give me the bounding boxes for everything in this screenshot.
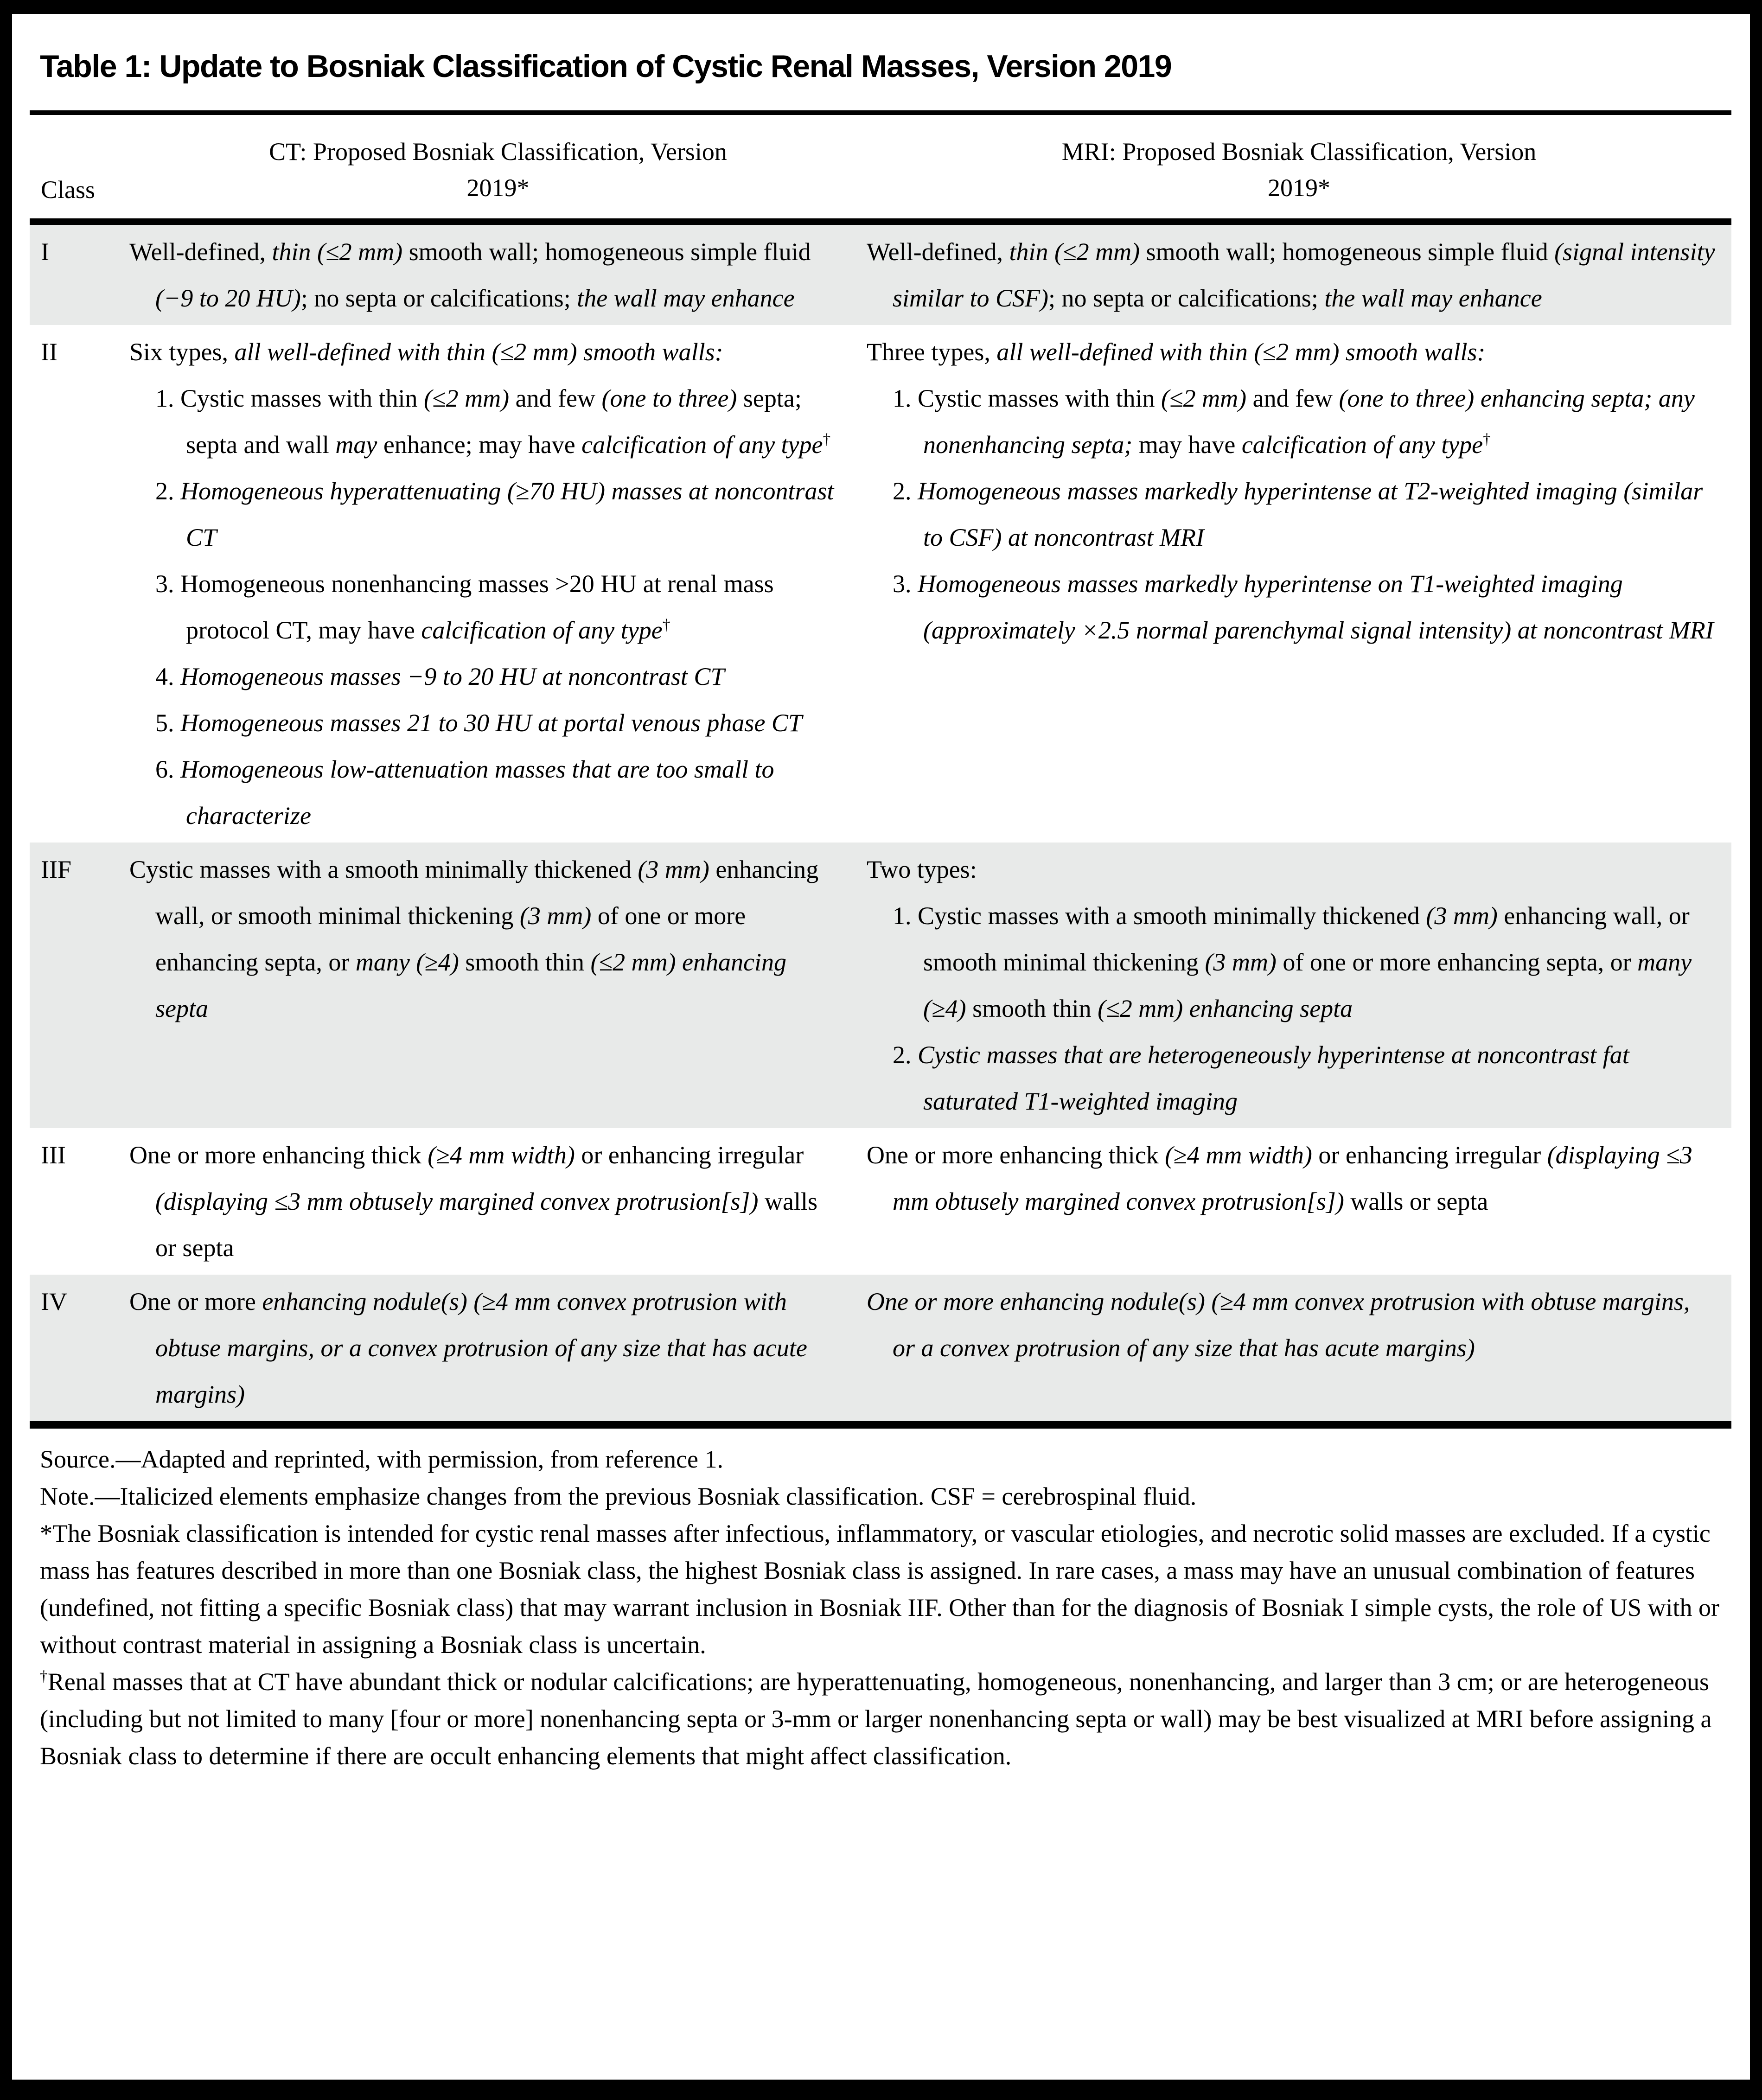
column-header-class: [30, 134, 129, 206]
footnotes: [30, 1429, 1731, 1779]
list-item: 5. Homogeneous masses 21 to 30 HU at portal venous phase CT: [155, 709, 802, 737]
mri-intro-text: Two types:: [867, 855, 977, 883]
list-item: 2. Homogeneous masses markedly hyperintense at T2-weighted imaging (similar to CSF) at noncontrast MRI: [893, 477, 1703, 551]
list-item: 2. Cystic masses that are heterogeneously hyperintense at noncontrast fat saturated T1-weighted imaging: [893, 1040, 1629, 1115]
header-rule: [30, 218, 1731, 225]
list-item: 1. Cystic masses with thin (≤2 mm) and few (one to three) septa; septa and wall may enhance; may have calcification of any type†: [155, 384, 831, 459]
footnote-line: †Renal masses that at CT have abundant thick or nodular calcifications; are hyperattenuating, homogeneous, nonenhancing, and larger than 3 cm; or are heterogeneous (including but not limited to many [four or more] nonenhancing septa or 3-mm or larger nonenhancing septa or wall) may be best visualized at MRI before assigning a Bosniak class to determine if there are occult enhancing elements that might affect classification.: [40, 1667, 1712, 1770]
mri-intro-text: One or more enhancing thick (≥4 mm width) or enhancing irregular (displaying ≤3 mm obtusely margined convex protrusion[s]) walls or septa: [867, 1141, 1692, 1215]
table-row: [30, 225, 1731, 325]
list-item: 2. Homogeneous hyperattenuating (≥70 HU) masses at noncontrast CT: [155, 477, 834, 551]
ct-intro-text: Cystic masses with a smooth minimally thickened (3 mm) enhancing wall, or smooth minimal thickening (3 mm) of one or more enhancing septa, or many (≥4) smooth thin (≤2 mm) enhancing septa: [129, 855, 819, 1022]
footnote-line: Source.—Adapted and reprinted, with permission, from reference 1.: [40, 1445, 724, 1473]
ct-intro-text: Well-defined, thin (≤2 mm) smooth wall; homogeneous simple fluid (−9 to 20 HU); no septa or calcifications; the wall may enhance: [129, 237, 811, 312]
class-label: II: [41, 338, 57, 366]
ct-intro-text: Six types, all well-defined with thin (≤2 mm) smooth walls:: [129, 338, 723, 366]
table-row: [30, 1275, 1731, 1421]
top-rule: [30, 110, 1731, 115]
table-body: [30, 225, 1731, 1421]
ct-numbered-list: [155, 375, 834, 839]
ct-description-cell: [129, 843, 867, 1035]
table-title: Table 1: Update to Bosniak Classification of Cystic Renal Masses, Version 2019: [40, 49, 1172, 84]
mri-numbered-list: [893, 893, 1717, 1124]
mri-intro-text: Three types, all well-defined with thin (≤2 mm) smooth walls:: [867, 338, 1486, 366]
column-header-mri: [867, 134, 1731, 206]
list-item: 1. Cystic masses with a smooth minimally thickened (3 mm) enhancing wall, or smooth minimal thickening (3 mm) of one or more enhancing septa, or many (≥4) smooth thin (≤2 mm) enhancing septa: [893, 901, 1692, 1022]
list-item: 4. Homogeneous masses −9 to 20 HU at noncontrast CT: [155, 662, 725, 690]
list-item: 3. Homogeneous masses markedly hyperintense on T1-weighted imaging (approximately ×2.5 normal parenchymal signal intensity) at noncontrast MRI: [893, 569, 1714, 644]
class-label: IV: [41, 1287, 67, 1315]
ct-description-cell: [129, 1275, 867, 1421]
table-header-row: [30, 115, 1731, 218]
column-header-ct: [129, 134, 867, 206]
table-sheet: [12, 14, 1750, 2080]
class-label: I: [41, 237, 49, 266]
class-label: IIF: [41, 855, 71, 883]
list-item: 1. Cystic masses with thin (≤2 mm) and few (one to three) enhancing septa; any nonenhancing septa; may have calcification of any type†: [893, 384, 1695, 459]
mri-description-cell: [867, 843, 1731, 1128]
ct-description-cell: [129, 1128, 867, 1275]
bottom-rule: [30, 1421, 1731, 1429]
mri-intro-text: One or more enhancing nodule(s) (≥4 mm convex protrusion with obtuse margins, or a convex protrusion of any size that has acute margins): [867, 1287, 1690, 1362]
mri-description-cell: [867, 325, 1731, 657]
footnote-line: Note.—Italicized elements emphasize changes from the previous Bosniak classification. CSF = cerebrospinal fluid.: [40, 1482, 1197, 1510]
table-row: [30, 843, 1731, 1128]
ct-intro-text: One or more enhancing nodule(s) (≥4 mm convex protrusion with obtuse margins, or a convex protrusion of any size that has acute margins): [129, 1287, 807, 1408]
column-header-mri-label: MRI: Proposed Bosniak Classification, Version 2019*: [1061, 138, 1537, 202]
column-header-ct-label: CT: Proposed Bosniak Classification, Version 2019*: [269, 138, 727, 202]
table-row: [30, 1128, 1731, 1275]
mri-intro-text: Well-defined, thin (≤2 mm) smooth wall; homogeneous simple fluid (signal intensity similar to CSF); no septa or calcifications; the wall may enhance: [867, 237, 1715, 312]
ct-description-cell: [129, 325, 867, 843]
ct-intro-text: One or more enhancing thick (≥4 mm width) or enhancing irregular (displaying ≤3 mm obtusely margined convex protrusion[s]) walls or septa: [129, 1141, 817, 1262]
list-item: 6. Homogeneous low-attenuation masses that are too small to characterize: [155, 755, 774, 830]
mri-numbered-list: [893, 375, 1717, 653]
ct-description-cell: [129, 225, 867, 325]
mri-description-cell: [867, 1128, 1731, 1228]
mri-description-cell: [867, 1275, 1731, 1375]
mri-description-cell: [867, 225, 1731, 325]
footnote-line: *The Bosniak classification is intended for cystic renal masses after infectious, inflammatory, or vascular etiologies, and necrotic solid masses are excluded. If a cystic mass has features described in more than one Bosniak class, the highest Bosniak class is assigned. In rare cases, a mass may have an unusual combination of features (undefined, not fitting a specific Bosniak class) that may warrant inclusion in Bosniak IIF. Other than for the diagnosis of Bosniak I simple cysts, the role of US with or without contrast material in assigning a Bosniak class is uncertain.: [40, 1519, 1719, 1659]
class-label: III: [41, 1141, 66, 1169]
list-item: 3. Homogeneous nonenhancing masses >20 HU at renal mass protocol CT, may have calcification of any type†: [155, 569, 774, 644]
column-header-class-label: Class: [41, 176, 96, 204]
table-row: [30, 325, 1731, 843]
